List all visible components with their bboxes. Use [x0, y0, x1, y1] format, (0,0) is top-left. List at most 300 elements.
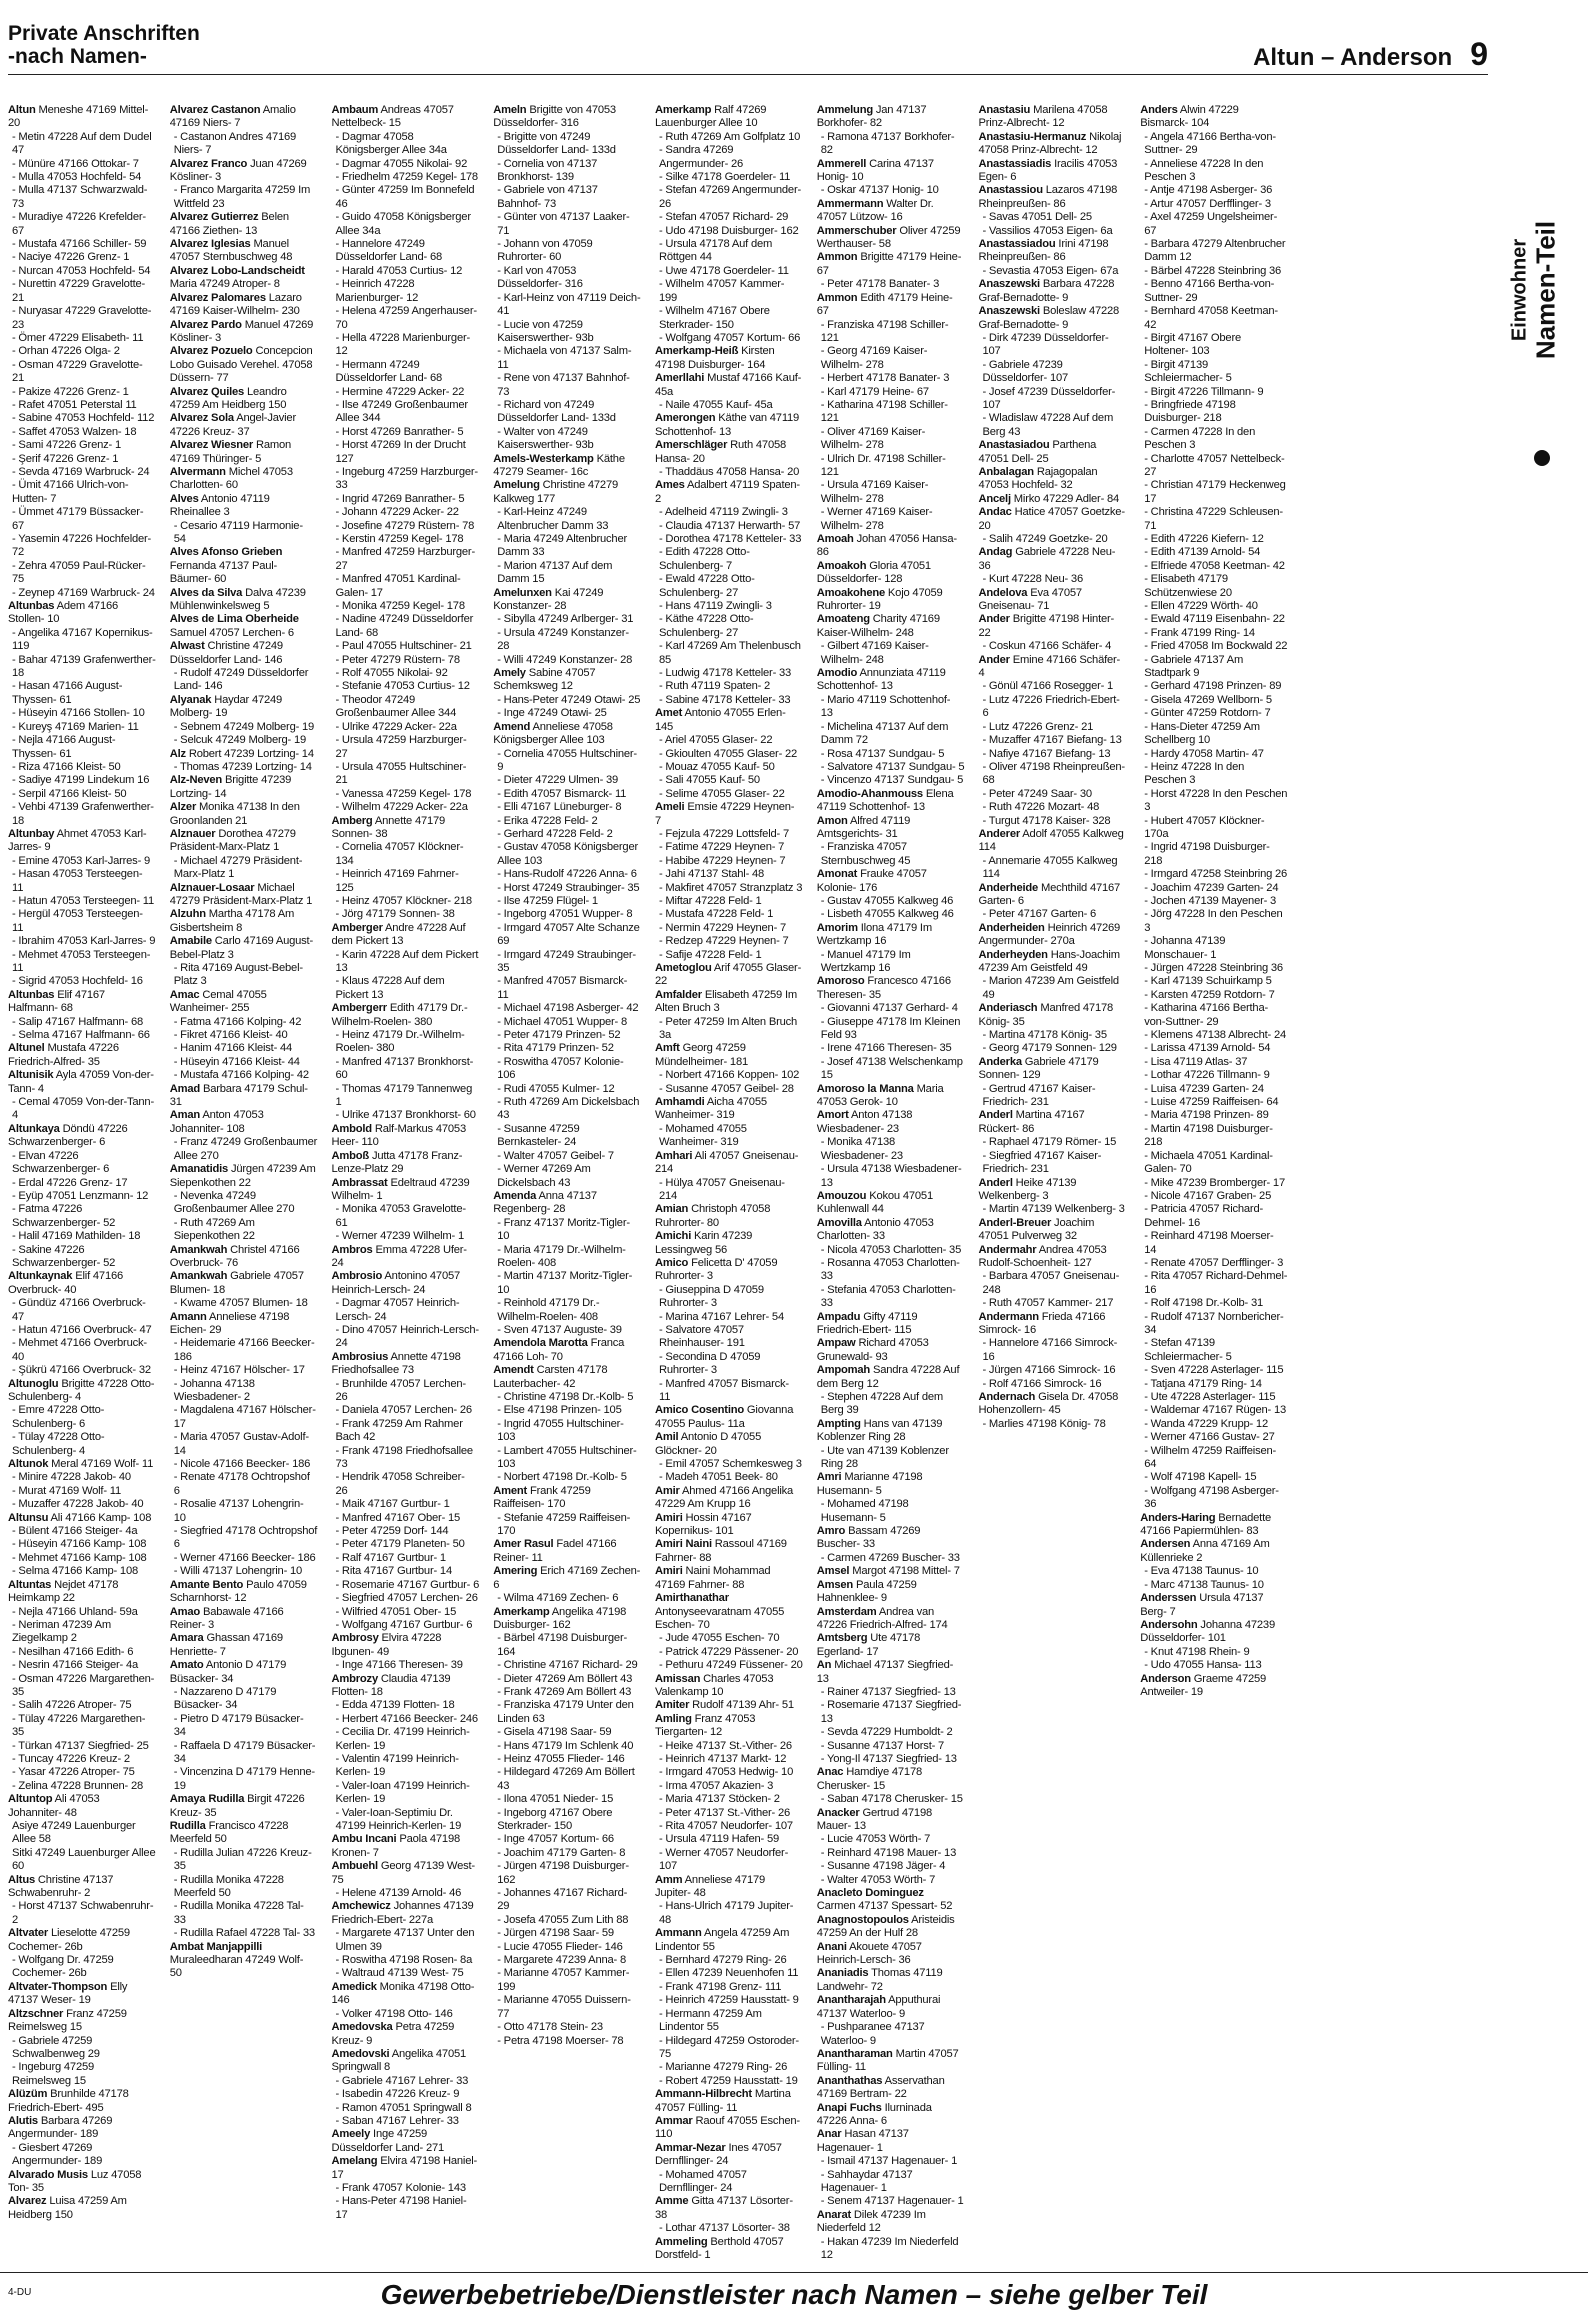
entry-text: - Thomas 47239 Lortzing- 14 — [173, 760, 312, 773]
entry-line — [332, 2115, 480, 2128]
entry-line — [1140, 453, 1288, 480]
entry-text: - Sabine 47178 Ketteler- 33 — [659, 693, 791, 706]
entry-line — [655, 1512, 803, 1539]
entry-text: Annunziata 47119 Schottenhof- 13 — [816, 667, 946, 693]
entry-surname: Amerkamp-Heiß — [655, 345, 739, 358]
directory-entry — [817, 560, 965, 587]
entry-line — [979, 573, 1127, 586]
entry-line — [170, 694, 318, 721]
entry-line — [170, 855, 318, 882]
entry-text: - Josefa 47055 Zum Lith 88 — [497, 1913, 629, 1926]
entry-text: - Ingrid 47198 Duisburger- 218 — [1144, 841, 1270, 867]
entry-text: - Nurettin 47229 Gravelotte- 21 — [12, 278, 146, 304]
entry-line — [332, 2128, 480, 2155]
entry-line — [979, 386, 1127, 413]
directory-entry — [979, 493, 1127, 506]
entry-line — [8, 989, 156, 1016]
directory-entry — [817, 1579, 965, 1606]
entry-text: Alwin 47229 Bismarck- 104 — [1140, 104, 1239, 130]
directory-entry — [493, 587, 641, 667]
entry-line — [332, 1525, 480, 1538]
entry-line — [817, 184, 965, 197]
entry-text: Döndü 47226 Schwarzenberger- 6 — [8, 1122, 128, 1149]
entry-line — [655, 1699, 803, 1712]
entry-text: - Erdal 47226 Grenz- 17 — [12, 1176, 128, 1189]
entry-line — [8, 587, 156, 600]
entry-text: Frieda 47166 Simrock- 16 — [978, 1310, 1106, 1336]
entry-line — [8, 2169, 156, 2196]
directory-entry — [817, 815, 965, 869]
directory-entry — [655, 1485, 803, 1512]
entry-text: - Lothar 47226 Tillmann- 9 — [1144, 1069, 1270, 1082]
entry-line — [332, 211, 480, 238]
directory-entry — [817, 1565, 965, 1578]
entry-surname: Alvermann — [169, 465, 226, 478]
entry-text: Manfred 47178 König- 35 — [978, 1002, 1114, 1028]
entry-line — [655, 2061, 803, 2074]
entry-line — [655, 1820, 803, 1833]
entry-surname: Anastassiadou — [978, 238, 1056, 251]
directory-entry — [170, 345, 318, 385]
entry-line — [493, 1404, 641, 1417]
entry-line — [655, 399, 803, 412]
entry-line — [493, 1016, 641, 1029]
entry-surname: Alzuhn — [169, 908, 206, 921]
entry-surname: Alves de Lima Oberheide — [169, 613, 299, 626]
entry-text: - Silke 47178 Goerdeler- 11 — [659, 171, 791, 184]
entry-line — [8, 1512, 156, 1525]
directory-entry — [655, 1096, 803, 1150]
entry-text: - Bernhard 47058 Keetman- 42 — [1144, 305, 1278, 331]
directory-entry — [979, 104, 1127, 131]
directory-entry — [332, 1123, 480, 1150]
entry-text: Giovanna 47055 Paulus- 11a — [655, 1404, 794, 1430]
entry-line — [1140, 1337, 1288, 1364]
entry-line — [493, 1686, 641, 1699]
entry-text: Emine 47166 Schäfer- 4 — [978, 653, 1121, 680]
entry-surname: Anacleto Dominguez — [816, 1887, 924, 1900]
entry-text: - Ilse 47259 Flügel- 1 — [497, 894, 598, 907]
directory-entry — [655, 372, 803, 412]
entry-line — [655, 2169, 803, 2196]
entry-text: Leandro 47259 Am Heidberg 150 — [169, 385, 287, 411]
entry-surname: Anani — [816, 1940, 847, 1953]
entry-text: - Mohamed 47198 Husemann- 5 — [820, 1498, 909, 1524]
entry-line — [817, 104, 965, 131]
entry-line — [493, 1337, 641, 1364]
entry-text: - Gustav 47055 Kalkweg 46 — [820, 894, 954, 907]
entry-line — [979, 1378, 1127, 1391]
entry-text: - Sevda 47229 Humboldt- 2 — [820, 1726, 953, 1739]
entry-line — [655, 278, 803, 305]
entry-text: Andrea van 47226 Friedrich-Alfred- 174 — [816, 1605, 948, 1631]
entry-text: - Larissa 47139 Arnold- 54 — [1144, 1042, 1271, 1055]
entry-line — [1140, 1056, 1288, 1069]
entry-line — [655, 211, 803, 224]
entry-line — [1140, 1565, 1288, 1578]
entry-surname: Amro — [816, 1525, 846, 1538]
entry-surname: Amovilla — [816, 1216, 862, 1229]
directory-entry — [1140, 1619, 1288, 1673]
entry-line — [979, 1029, 1127, 1042]
entry-surname: Anderssen — [1140, 1592, 1197, 1605]
entry-text: Christine 47249 Düsseldorfer Land- 146 — [169, 640, 283, 666]
entry-line — [1140, 1297, 1288, 1310]
entry-text: - Wolfgang Dr. 47259 Cochemer- 26b — [12, 1954, 114, 1980]
entry-line — [170, 1337, 318, 1364]
entry-surname: Anderl-Breuer — [978, 1216, 1052, 1229]
entry-text: - Dagmar 47058 Königsberger Allee 34a — [335, 130, 447, 157]
entry-line — [655, 573, 803, 600]
entry-line — [493, 748, 641, 775]
entry-line — [170, 466, 318, 493]
entry-text: - Miftar 47228 Feld- 1 — [659, 894, 762, 907]
entry-text: - Pietro D 47179 Büsacker- 34 — [173, 1712, 304, 1739]
entry-surname: Alvarez Lobo-Landscheidt — [169, 264, 305, 277]
entry-line — [170, 1297, 318, 1310]
entry-surname: Amering — [493, 1565, 538, 1578]
entry-line — [332, 1230, 480, 1243]
entry-text: - Zehra 47059 Paul-Rücker- 75 — [12, 559, 146, 586]
entry-line — [493, 1324, 641, 1337]
entry-line — [493, 479, 641, 506]
entry-surname: Alvarez Iglesias — [169, 238, 251, 251]
entry-line — [8, 1096, 156, 1123]
entry-text: - Habibe 47229 Heynen- 7 — [659, 854, 786, 867]
entry-text: Brigitte von 47053 Düsseldorfer- 316 — [493, 104, 616, 130]
entry-surname: Ameli — [655, 801, 685, 814]
directory-entry — [655, 104, 803, 345]
entry-text: - Maria 47249 Altenbrucher Damm 33 — [497, 533, 627, 559]
entry-surname: Alvarez Palomares — [169, 291, 266, 304]
entry-line — [493, 895, 641, 908]
directory-entry — [8, 1458, 156, 1512]
entry-text: - Halil 47169 Mathilden- 18 — [12, 1230, 141, 1243]
entry-line — [655, 1994, 803, 2007]
entry-line — [1140, 426, 1288, 453]
entry-text: Marianne 47198 Husemann- 5 — [816, 1471, 923, 1497]
entry-text: - Senem 47137 Hagenauer- 1 — [820, 2195, 964, 2208]
entry-line — [817, 1136, 965, 1163]
entry-text: Asiye 47249 Lauenburger Allee 58 — [12, 1820, 136, 1846]
entry-line — [493, 1096, 641, 1123]
entry-text: - Willi 47137 Lohengrin- 10 — [173, 1565, 303, 1578]
page-header-title — [8, 22, 200, 68]
entry-line — [493, 774, 641, 787]
entry-line — [493, 707, 641, 720]
entry-text: - Rosalie 47137 Lohengrin- 10 — [173, 1498, 304, 1524]
entry-line — [655, 1431, 803, 1458]
entry-line — [979, 225, 1127, 238]
entry-line — [655, 600, 803, 613]
entry-line — [8, 1646, 156, 1659]
entry-text: Antonio 47119 Rheinallee 3 — [169, 492, 270, 519]
entry-line — [493, 1056, 641, 1083]
entry-surname: Ambros — [331, 1243, 373, 1256]
entry-line — [655, 788, 803, 801]
entry-line — [979, 922, 1127, 949]
directory-entry — [8, 1512, 156, 1579]
entry-text: - Edith 47139 Arnold- 54 — [1144, 546, 1261, 559]
section-tab-line2: Namen-Teil — [1530, 220, 1561, 360]
entry-text: - Selma 47166 Kamp- 108 — [12, 1565, 138, 1578]
entry-line — [817, 1807, 965, 1834]
entry-line — [817, 1766, 965, 1793]
entry-text: - Eva 47138 Taunus- 10 — [1144, 1565, 1259, 1578]
entry-line — [493, 426, 641, 453]
entry-text: Gitta 47137 Lösorter- 38 — [655, 2195, 793, 2221]
entry-text: Elif 47166 Overbruck- 40 — [8, 1270, 124, 1296]
directory-entry — [817, 2048, 965, 2075]
entry-line — [8, 359, 156, 386]
directory-entry — [655, 2142, 803, 2196]
entry-text: Mustaf 47166 Kauf- 45a — [655, 372, 802, 398]
entry-surname: Alvarez Gutierrez — [169, 211, 259, 224]
entry-line — [332, 2182, 480, 2195]
entry-line — [493, 667, 641, 694]
entry-line — [817, 292, 965, 319]
entry-line — [170, 1029, 318, 1042]
entry-text: - Ibrahim 47053 Karl-Jarres- 9 — [12, 935, 156, 948]
entry-text: - Emre 47228 Otto-Schulenberg- 6 — [12, 1404, 105, 1430]
entry-text: - Sakine 47226 Schwarzenberger- 52 — [12, 1243, 116, 1269]
entry-line — [170, 1244, 318, 1271]
entry-line — [1140, 707, 1288, 720]
entry-surname: Amirthanathar — [655, 1592, 729, 1605]
entry-text: Bernadette 47166 Papiermühlen- 83 — [1140, 1511, 1272, 1538]
entry-text: - Wanda 47229 Krupp- 12 — [1144, 1417, 1268, 1430]
entry-line — [979, 587, 1127, 614]
entry-line — [1140, 868, 1288, 881]
entry-line — [817, 1606, 965, 1633]
entry-text: - Marina 47167 Lehrer- 54 — [659, 1310, 784, 1323]
entry-line — [332, 1632, 480, 1659]
directory-entry — [170, 1270, 318, 1310]
entry-text: - Lambert 47055 Hultschiner- 103 — [497, 1444, 637, 1471]
entry-text: - Rita 47167 Gurtbur- 14 — [335, 1565, 452, 1578]
entry-text: - Wolfgang 47167 Gurtbur- 6 — [335, 1618, 473, 1631]
entry-line — [817, 426, 965, 453]
entry-line — [979, 493, 1127, 506]
directory-entry — [817, 1606, 965, 1633]
entry-line — [493, 1297, 641, 1324]
entry-text: - Mehmet 47166 Kamp- 108 — [12, 1551, 147, 1564]
entry-line — [332, 1552, 480, 1565]
entry-surname: Altunel — [8, 1042, 45, 1055]
entry-line — [8, 560, 156, 587]
directory-entry — [979, 1177, 1127, 1217]
directory-entry — [979, 1311, 1127, 1391]
entry-text: Andre 47228 Auf dem Pickert 13 — [331, 921, 466, 948]
entry-line — [979, 1109, 1127, 1136]
entry-surname: Anderheide — [978, 881, 1039, 894]
entry-line — [1140, 748, 1288, 761]
entry-line — [332, 104, 480, 131]
entry-text: - Ümit 47166 Ulrich-von-Hutten- 7 — [12, 479, 129, 505]
entry-line — [655, 748, 803, 761]
entry-text: - Daniela 47057 Lerchen- 26 — [335, 1404, 472, 1417]
entry-line — [170, 1941, 318, 1981]
entry-line — [817, 1632, 965, 1659]
entry-text: - Hans-Dieter 47259 Am Schellberg 10 — [1144, 720, 1260, 747]
entry-text: - Isabedin 47226 Kreuz- 9 — [335, 2088, 460, 2101]
entry-text: - Friedhelm 47259 Kegel- 178 — [335, 171, 478, 184]
entry-text: - Martin 47139 Welkenberg- 3 — [982, 1203, 1125, 1216]
entry-line — [817, 2169, 965, 2196]
directory-entry — [817, 2102, 965, 2129]
entry-text: - Siegfried 47178 Ochtropshof 6 — [173, 1525, 318, 1551]
entry-text: - Wilhelm 47229 Acker- 22a — [335, 801, 468, 814]
entry-line — [332, 1699, 480, 1712]
entry-surname: Amerkamp — [655, 104, 712, 116]
entry-text: - Carmen 47228 In den Peschen 3 — [1144, 425, 1256, 452]
entry-text: - Renate 47057 Derfflinger- 3 — [1144, 1256, 1284, 1269]
entry-line — [655, 1807, 803, 1820]
entry-text: Lazaros 47198 Rheinpreußen- 86 — [978, 184, 1118, 210]
entry-line — [1140, 1538, 1288, 1565]
entry-line — [8, 1981, 156, 2008]
entry-text: - Werner 47269 Am Dickelsbach 43 — [497, 1163, 591, 1189]
entry-surname: Ancelj — [978, 492, 1011, 505]
entry-line — [979, 1177, 1127, 1204]
entry-line — [655, 238, 803, 265]
entry-line — [817, 560, 965, 587]
entry-line — [332, 1927, 480, 1954]
entry-text: - Martina 47178 König- 35 — [982, 1029, 1107, 1042]
entry-surname: Alves da Silva — [169, 586, 243, 599]
entry-text: - Ursula 47169 Kaiser-Wilhelm- 278 — [820, 479, 929, 505]
entry-text: - Rene von 47137 Bahnhof- 73 — [497, 372, 630, 398]
entry-text: Nejdet 47178 Heimkamp 22 — [8, 1578, 119, 1605]
entry-line — [8, 788, 156, 801]
entry-surname: Altunisik — [8, 1069, 54, 1082]
entry-text: - Hanim 47166 Kleist- 44 — [173, 1042, 293, 1055]
directory-entry — [8, 104, 156, 600]
entry-line — [817, 761, 965, 774]
entry-line — [817, 1445, 965, 1472]
entry-text: - Oliver 47169 Kaiser-Wilhelm- 278 — [820, 425, 926, 452]
entry-line — [655, 1753, 803, 1766]
entry-text: - Heinrich 47137 Markt- 12 — [659, 1752, 787, 1765]
entry-line — [817, 319, 965, 346]
entry-surname: Amico — [655, 1256, 689, 1269]
entry-line — [979, 131, 1127, 158]
entry-line — [655, 533, 803, 546]
entry-text: - Marianne 47279 Ring- 26 — [659, 2061, 788, 2074]
entry-line — [332, 533, 480, 546]
entry-surname: Amling — [655, 1712, 692, 1725]
entry-surname: Anaszewski — [978, 278, 1040, 291]
entry-text: Meral 47169 Wolf- 11 — [51, 1458, 154, 1471]
entry-line — [8, 868, 156, 895]
entry-text: Adolf 47055 Kalkweg 114 — [978, 827, 1124, 854]
entry-line — [493, 1927, 641, 1940]
directory-entry — [493, 1485, 641, 1539]
entry-text: - Volker 47198 Otto- 146 — [335, 2007, 453, 2020]
entry-text: - Brigitte von 47249 Düsseldorfer Land- 133d — [497, 130, 616, 157]
entry-text: - Marianne 47057 Kammer- 199 — [497, 1967, 630, 1993]
entry-line — [332, 158, 480, 171]
entry-text: Oliver 47259 Werthauser- 58 — [816, 224, 961, 251]
entry-line — [332, 439, 480, 466]
entry-line — [493, 788, 641, 801]
entry-text: - Elvan 47226 Schwarzenberger- 6 — [12, 1149, 110, 1176]
header-rule — [8, 74, 1488, 75]
entry-text: - Barbara 47057 Gneisenau- 248 — [982, 1270, 1120, 1296]
entry-text: - Ellen 47229 Wörth- 40 — [1144, 600, 1258, 613]
entry-line — [332, 520, 480, 533]
entry-line — [817, 1056, 965, 1083]
entry-line — [655, 1069, 803, 1082]
entry-line — [8, 2195, 156, 2222]
entry-text: - Salip 47167 Halfmann- 68 — [12, 1015, 143, 1028]
directory-entry — [655, 412, 803, 439]
entry-line — [493, 2035, 641, 2048]
entry-surname: Ammann-Hilbrecht — [655, 2088, 752, 2101]
entry-line — [655, 774, 803, 787]
entry-text: - Heidemarie 47166 Beecker- 186 — [173, 1337, 315, 1363]
entry-text: - Stefanie 47259 Raiffeisen- 170 — [497, 1511, 631, 1538]
directory-entry — [817, 292, 965, 533]
entry-line — [1140, 1123, 1288, 1150]
entry-line — [1140, 1659, 1288, 1672]
directory-entry — [817, 104, 965, 158]
footer-notice: Gewerbebetriebe/Dienstleister nach Namen – siehe gelber Teil — [380, 2279, 1208, 2310]
entry-line — [817, 372, 965, 385]
entry-surname: Anderheyden — [978, 948, 1048, 961]
entry-surname: Ammon — [816, 291, 858, 304]
directory-entry — [979, 466, 1127, 493]
entry-text: - Katharina 47166 Bertha-von-Suttner- 29 — [1144, 1002, 1268, 1028]
directory-entry — [332, 104, 480, 815]
directory-entry — [170, 386, 318, 413]
entry-line — [8, 1016, 156, 1029]
entry-text: - Birgit 47139 Schleiermacher- 5 — [1144, 358, 1232, 385]
entry-line — [817, 1887, 965, 1914]
entry-text: - Kwame 47057 Blumen- 18 — [173, 1297, 308, 1310]
entry-surname: Amoateng — [816, 613, 870, 626]
entry-text: - Charlotte 47057 Nettelbeck- 27 — [1144, 452, 1285, 478]
entry-text: - Lisbeth 47055 Kalkweg 46 — [820, 908, 954, 921]
entry-surname: Anderson — [1140, 1672, 1191, 1685]
entry-line — [170, 667, 318, 694]
entry-text: - Thomas 47179 Tannenweg 1 — [335, 1082, 473, 1109]
entry-surname: Alz-Neven — [169, 774, 223, 787]
entry-surname: Amoakoh — [816, 559, 867, 572]
entry-line — [1140, 975, 1288, 988]
entry-surname: Andernach — [978, 1391, 1036, 1403]
header-name-range: Altun – Anderson — [1253, 44, 1453, 71]
entry-line — [8, 1029, 156, 1042]
entry-line — [817, 2195, 965, 2208]
entry-surname: Ammermann — [816, 197, 884, 210]
entry-text: Ahmet 47053 Karl-Jarres- 9 — [8, 827, 147, 854]
directory-entry — [817, 1766, 965, 1806]
entry-line — [493, 1538, 641, 1565]
entry-line — [170, 908, 318, 935]
entry-line — [817, 2236, 965, 2263]
entry-line — [1140, 935, 1288, 962]
entry-text: - Günter 47259 Rotdorn- 7 — [1144, 707, 1271, 720]
entry-line — [1140, 278, 1288, 305]
entry-line — [1140, 546, 1288, 559]
directory-entry — [332, 1002, 480, 1123]
entry-text: - Stefan 47139 Schleiermacher- 5 — [1144, 1337, 1232, 1363]
entry-text: - Frank 47198 Friedhofsallee 73 — [335, 1444, 473, 1471]
entry-line — [979, 1136, 1127, 1149]
entry-line — [493, 1364, 641, 1391]
entry-line — [332, 694, 480, 721]
